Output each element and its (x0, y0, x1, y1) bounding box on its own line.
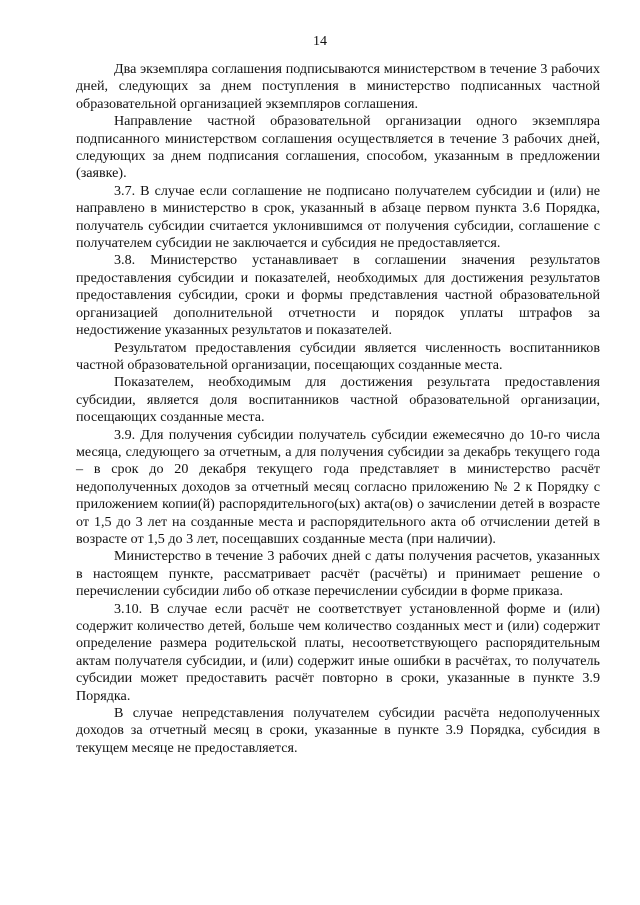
paragraph-3-8: 3.8. Министерство устанавливает в соглашении значения результатов предоставления субсидии и показателей, необходимых для достижения результатов предоставления субсидии, сроки и формы представления частной образовательной организацией дополнительной отчетности и порядок уплаты штрафов за недостижение указанных результатов и показателей. (76, 252, 600, 339)
page-number: 14 (313, 34, 327, 49)
paragraph-3-10: 3.10. В случае если расчёт не соответствует установленной форме и (или) содержит количество детей, больше чем количество созданных мест и (или) содержит определение размера родительской платы, несоответствующего распорядительным актам получателя субсидии, и (или) содержит иные ошибки в расчётах, то получатель субсидии может предоставить расчёт повторно в сроки, указанные в пункте 3.9 Порядка. (76, 600, 600, 704)
paragraph-3-7: 3.7. В случае если соглашение не подписано получателем субсидии и (или) не направлено в министерство в срок, указанный в абзаце первом пункта 3.6 Порядка, получатель субсидии считается уклонившимся от получения субсидии, соглашение с получателем субсидии не заключается и субсидия не предоставляется. (76, 182, 600, 252)
paragraph-3-9: 3.9. Для получения субсидии получатель субсидии ежемесячно до 10-го числа месяца, следующего за отчетным, а для получения субсидии за декабрь текущего года – в срок до 20 декабря текущего года представляет в министерство расчёт недополученных доходов за отчетный месяц согласно приложению № 2 к Порядку с приложением копии(й) распорядительного(ых) акта(ов) о зачислении детей в возрасте от 1,5 до 3 лет на созданные места и распорядительного акта об отчислении детей в возрасте от 1,5 до 3 лет, посещавших созданные места (при наличии). (76, 426, 600, 547)
paragraph-agreement-delivery: Направление частной образовательной организации одного экземпляра подписанного министерством соглашения осуществляется в течение 3 рабочих дней, следующих за днем подписания соглашения, способом, указанным в предложении (заявке). (76, 113, 600, 182)
paragraph-non-submission: В случае непредставления получателем субсидии расчёта недополученных доходов за отчетный месяц в сроки, указанные в пункте 3.9 Порядка, субсидия в текущем месяце не предоставляется. (76, 705, 600, 756)
paragraph-agreement-signing: Два экземпляра соглашения подписываются министерством в течение 3 рабочих дней, следующих за днем поступления в министерство подписанных частной образовательной организацией экземпляров соглашения. (76, 61, 600, 112)
paragraph-indicator: Показателем, необходимым для достижения результата предоставления субсидии, является доля воспитанников частной образовательной организации, посещающих созданные места. (76, 374, 600, 426)
paragraph-ministry-review: Министерство в течение 3 рабочих дней с даты получения расчетов, указанных в настоящем пункте, рассматривает расчёт (расчёты) и принимает решение о перечислении субсидии либо об отказе перечислении субсидии в форме приказа. (76, 548, 600, 600)
document-body (76, 61, 600, 757)
paragraph-result: Результатом предоставления субсидии является численность воспитанников частной образовательной организации, посещающих созданные места. (76, 339, 600, 373)
